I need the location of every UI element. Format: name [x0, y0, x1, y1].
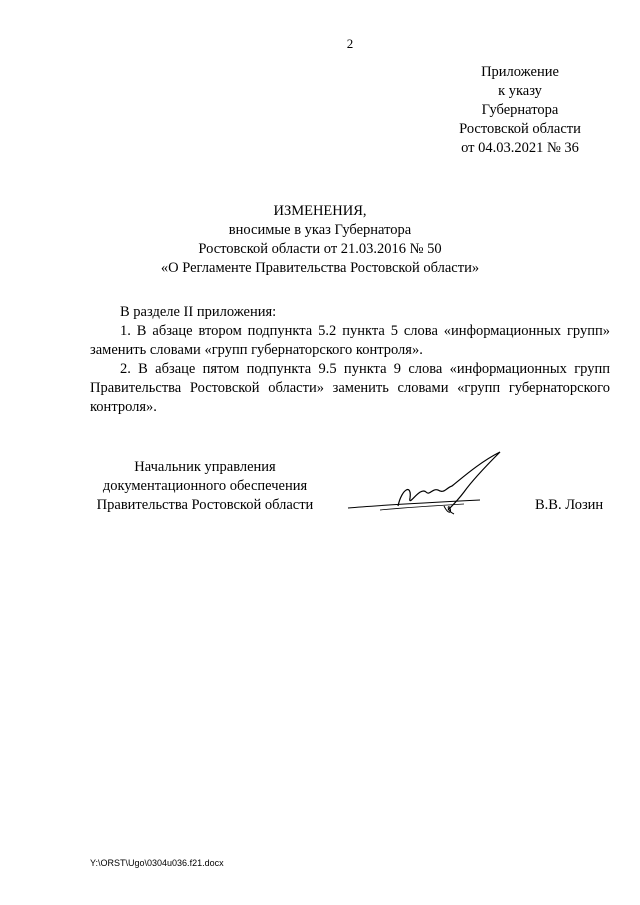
file-path: Y:\ORST\Ugo\0304u036.f21.docx — [90, 858, 224, 868]
position-line: Правительства Ростовской области — [96, 497, 314, 513]
appendix-block — [430, 63, 610, 158]
title-heading: ИЗМЕНЕНИЯ, — [273, 203, 367, 219]
handwritten-signature — [340, 448, 510, 528]
title-line: вносимые в указ Губернатора — [228, 222, 412, 238]
title-line: Ростовской области от 21.03.2016 № 50 — [198, 241, 442, 257]
appendix-line: Губернатора — [481, 102, 559, 118]
position-line: Начальник управления — [134, 459, 276, 475]
body-text — [90, 303, 610, 417]
title-line: «О Регламенте Правительства Ростовской области» — [160, 260, 480, 276]
position-line: документационного обеспечения — [102, 478, 308, 494]
appendix-line: Приложение — [481, 64, 559, 80]
appendix-line: Ростовской области — [459, 121, 581, 137]
appendix-line: от 04.03.2021 № 36 — [461, 140, 579, 156]
signatory-name: В.В. Лозин — [535, 497, 604, 513]
page-number: 2 — [346, 36, 354, 51]
document-title — [0, 202, 640, 278]
signatory-position — [90, 458, 320, 515]
body-paragraph: 1. В абзаце втором подпункта 5.2 пункта 5 слова «информационных групп» заменить словами «групп губернаторского контроля». — [90, 323, 610, 358]
appendix-line: к указу — [498, 83, 542, 99]
body-paragraph: 2. В абзаце пятом подпункта 9.5 пункта 9 слова «информационных групп Правительства Ростовской области» заменить словами «групп губернаторского контроля». — [90, 361, 610, 415]
body-paragraph: В разделе II приложения: — [120, 304, 277, 320]
